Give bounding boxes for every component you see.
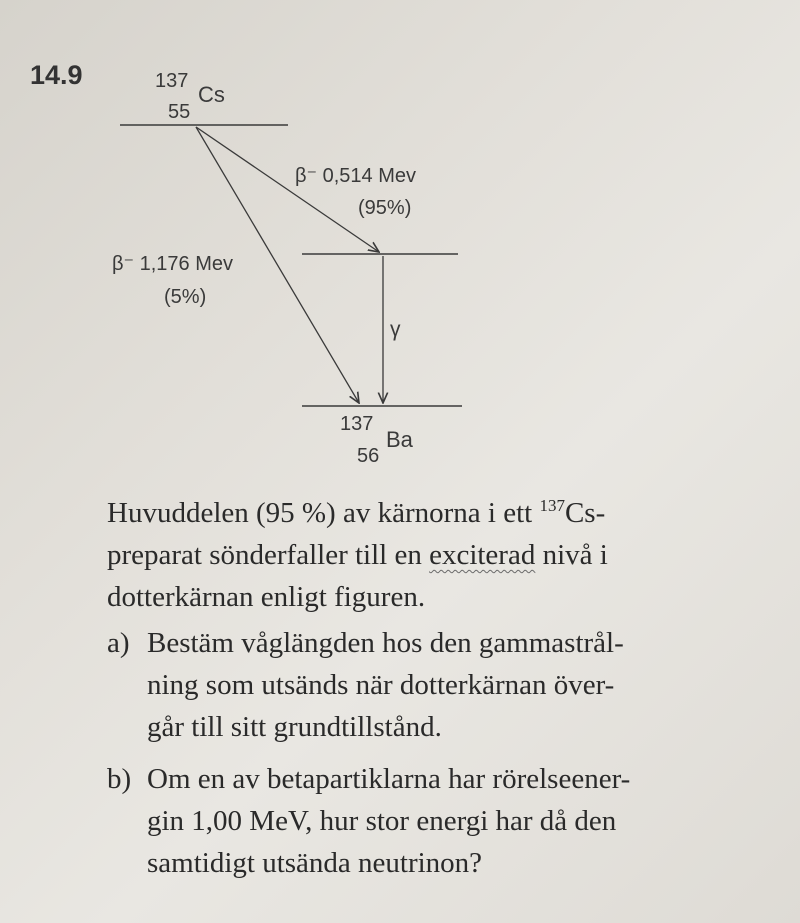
question-a-line-3: går till sitt grundtillstånd. xyxy=(147,711,442,743)
intro-line-2-end: nivå i xyxy=(535,539,608,571)
question-a-line-2: ning som utsänds när dotterkärnan över- xyxy=(147,669,615,701)
daughter-atomic-number: 56 xyxy=(357,445,380,467)
isotope-mass-superscript: 137 xyxy=(539,496,565,515)
branch-excited-energy: β⁻ 0,514 Mev xyxy=(295,165,417,187)
underlined-word: exciterad xyxy=(429,539,536,571)
daughter-symbol: Ba xyxy=(386,427,413,452)
daughter-mass-number: 137 xyxy=(340,413,374,435)
question-b-line-3: samtidigt utsända neutrinon? xyxy=(147,847,483,879)
problem-number: 14.9 xyxy=(30,60,83,90)
daughter-nucleus-label xyxy=(340,413,414,467)
question-a-line-1: Bestäm våglängden hos den gammastrål- xyxy=(147,627,624,659)
isotope-symbol: Cs- xyxy=(564,497,606,529)
problem-intro xyxy=(107,492,747,618)
question-a-label: a) xyxy=(107,627,130,659)
question-b-line-2: gin 1,00 MeV, hur stor energi har då den xyxy=(147,805,617,837)
parent-mass-number: 137 xyxy=(155,70,189,92)
parent-atomic-number: 55 xyxy=(168,101,191,123)
beta-decay-arrow-excited xyxy=(196,127,379,252)
parent-symbol: Cs xyxy=(198,82,225,107)
problem-text xyxy=(107,492,747,884)
branch-excited-percent: (95%) xyxy=(358,197,412,219)
intro-line-2-text: preparat sönderfaller till en xyxy=(107,539,422,571)
question-a xyxy=(107,622,747,748)
question-b xyxy=(107,758,747,884)
gamma-symbol: γ xyxy=(390,318,401,341)
parent-nucleus-label xyxy=(155,70,225,123)
question-b-label: b) xyxy=(107,763,132,795)
branch-ground-energy: β⁻ 1,176 Mev xyxy=(112,253,234,275)
intro-line-1 xyxy=(107,492,747,534)
intro-line-3: dotterkärnan enligt figuren. xyxy=(107,581,426,613)
intro-line-2 xyxy=(107,534,747,576)
question-b-line-1: Om en av betapartiklarna har rörelseener- xyxy=(147,763,631,795)
intro-line-1-text: Huvuddelen (95 %) av kärnorna i ett xyxy=(107,497,533,529)
branch-ground-percent: (5%) xyxy=(164,286,207,308)
